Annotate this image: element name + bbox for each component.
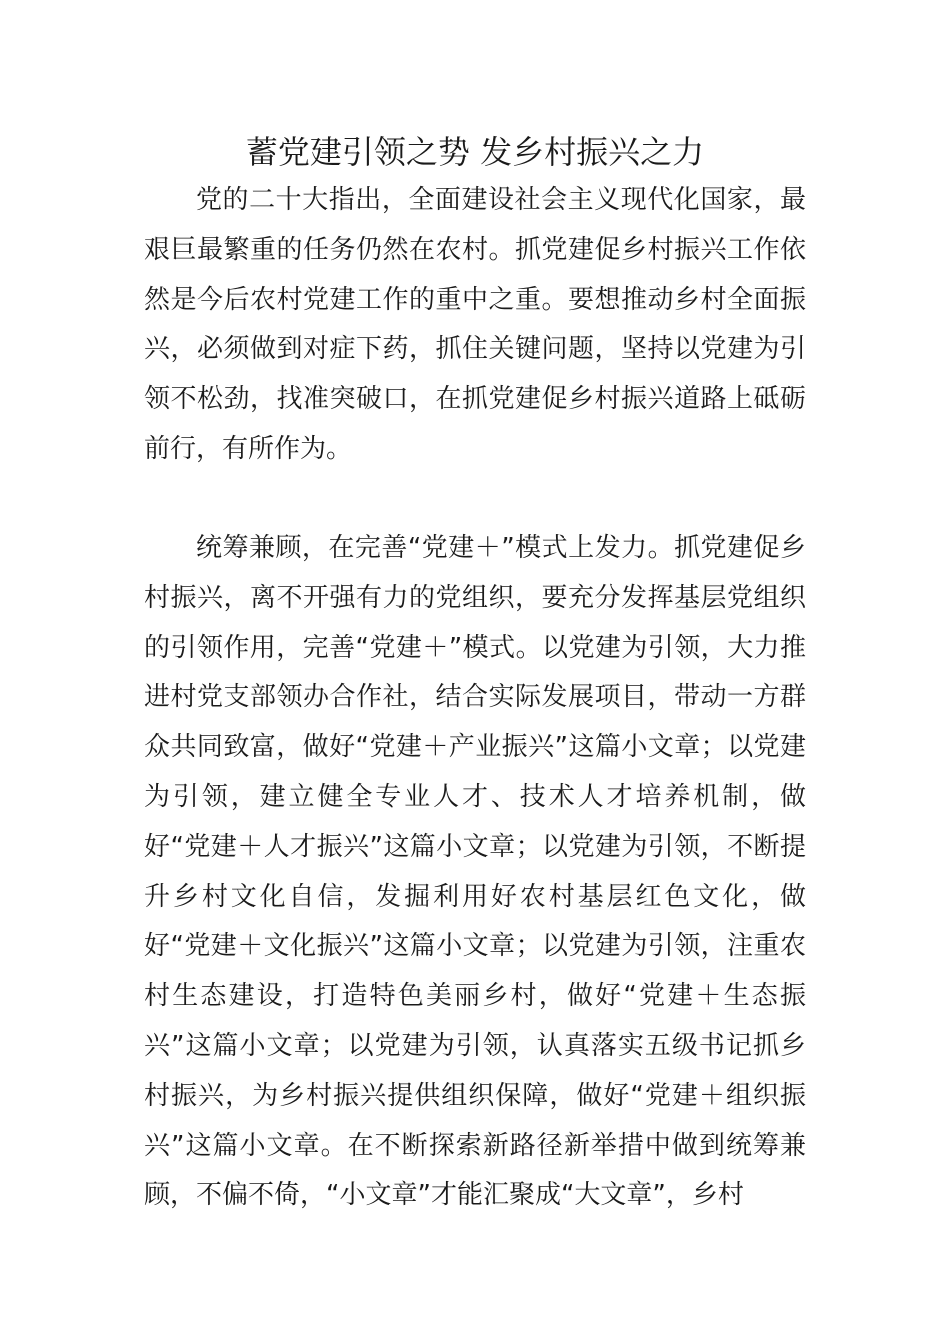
document-title: 蓄党建引领之势 发乡村振兴之力 [245, 133, 705, 171]
paragraph-party-building-plus: 统筹兼顾，在完善“党建＋”模式上发力。抓党建促乡村振兴，离不开强有力的党组织，要充分发挥基层党组织的引领作用，完善“党建＋”模式。以党建为引领，大力推进村党支部领办合作社，结合实际发展项目，带动一方群众共同致富，做好“党建＋产业振兴”这篇小文章；以党建为引领，建立健全专业人才、技术人才培养机制，做好“党建＋人才振兴”这篇小文章；以党建为引领，不断提升乡村文化自信，发掘利用好农村基层红色文化，做好“党建＋文化振兴”这篇小文章；以党建为引领，注重农村生态建设，打造特色美丽乡村，做好“党建＋生态振兴”这篇小文章；以党建为引领，认真落实五级书记抓乡村振兴，为乡村振兴提供组织保障，做好“党建＋组织振兴”这篇小文章。在不断探索新路径新举措中做到统筹兼顾，不偏不倚，“小文章”才能汇聚成“大文章”，乡村 [144, 533, 806, 1211]
paragraph-intro: 党的二十大指出，全面建设社会主义现代化国家，最艰巨最繁重的任务仍然在农村。抓党建促乡村振兴工作依然是今后农村党建工作的重中之重。要想推动乡村全面振兴，必须做到对症下药，抓住关键问题，坚持以党建为引领不松劲，找准突破口，在抓党建促乡村振兴道路上砥砺前行，有所作为。 [144, 185, 806, 464]
